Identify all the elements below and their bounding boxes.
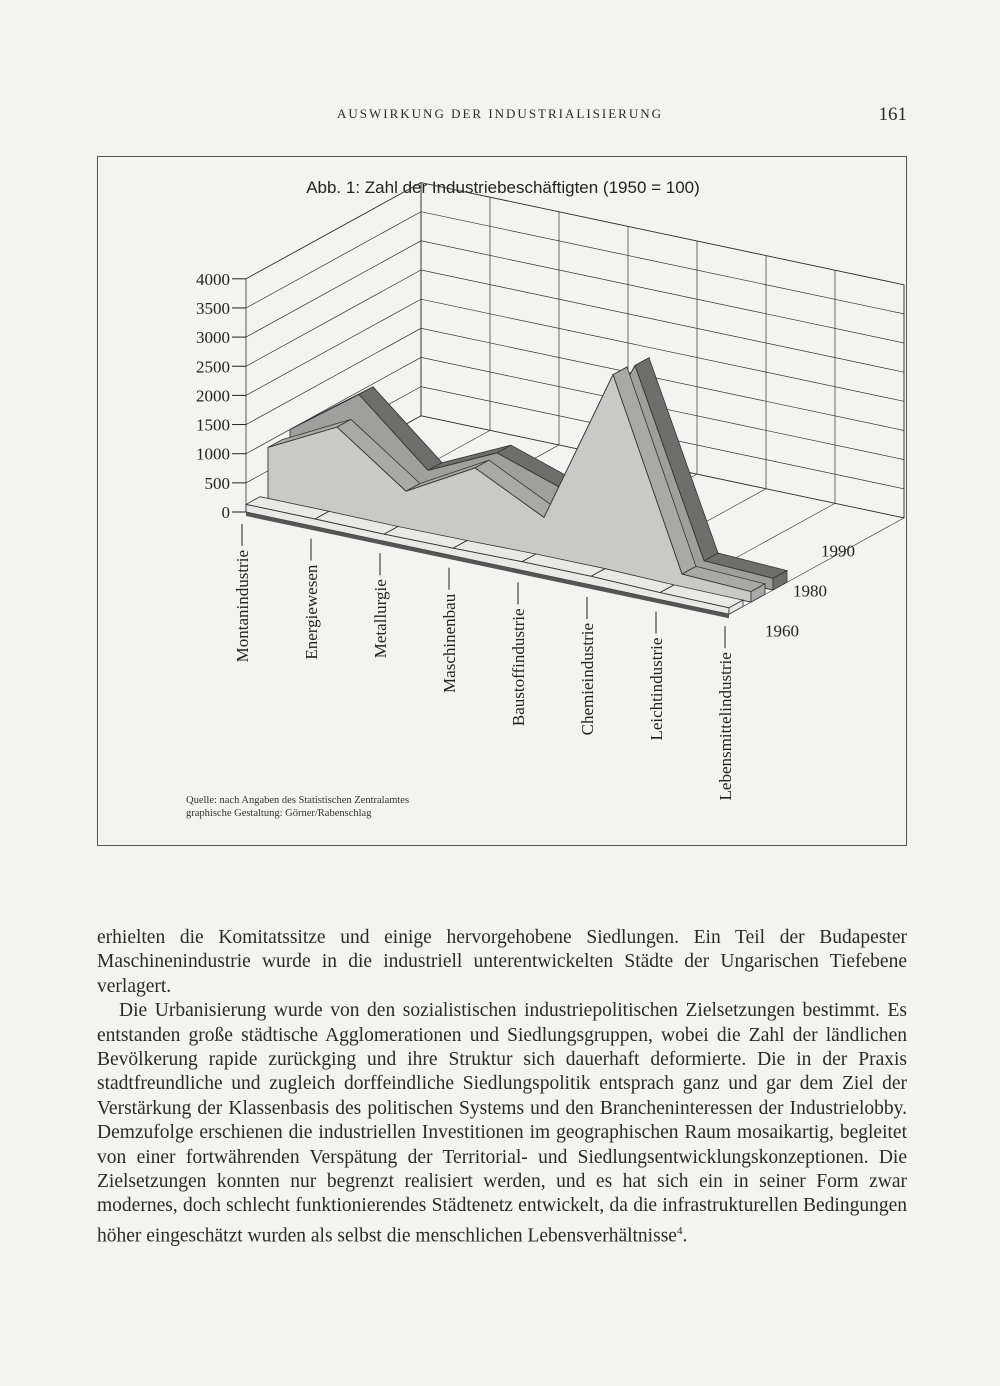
x-tick-label: Lebensmittelindustrie: [716, 652, 735, 801]
x-tick-label: Metallurgie: [371, 579, 390, 659]
gridline: [246, 241, 904, 343]
y-tick-label: 500: [204, 473, 230, 493]
series-depth-labels: [765, 541, 855, 640]
x-tick-label: Chemieindustrie: [578, 623, 597, 736]
running-head-title: AUSWIRKUNG DER INDUSTRIALISIERUNG: [337, 106, 663, 121]
y-tick-label: 3000: [196, 328, 230, 348]
y-tick-label: 1000: [196, 444, 230, 464]
y-axis: [196, 270, 246, 522]
source-line-2: graphische Gestaltung: Görner/Rabenschlag: [186, 808, 372, 819]
source-line-1: Quelle: nach Angaben des Statistischen Zentralamtes: [186, 795, 410, 806]
paragraph-2: [97, 999, 907, 1249]
paragraph-1: erhielten die Komitatssitze und einige hervorgehobene Siedlungen. Ein Teil der Budapester Maschinenindustrie wurde in die industriell unterentwickelten Städte der Ungarischen Tiefebene verlagert.: [97, 927, 907, 997]
x-tick-label: Maschinenbau: [440, 593, 459, 693]
series-label: 1960: [765, 621, 799, 641]
series-label: 1990: [821, 541, 855, 561]
x-tick-label: Baustoffindustrie: [509, 608, 528, 727]
paragraph-2-end: .: [682, 1225, 688, 1247]
y-tick-label: 1500: [196, 415, 230, 435]
figure-frame: [97, 156, 907, 846]
industry-employment-chart: [98, 157, 908, 847]
footnote-ref: 4: [676, 1224, 683, 1237]
paragraph-2-text: Die Urbanisierung wurde von den sozialistischen industriepolitischen Zielsetzungen bestimmt. Es entstanden große städtische Agglomerationen und Siedlungsgruppen, wobei die Zahl der ländlichen Bevölkerung rapide zurückging und ihre Struktur sich dauerhaft deformierte. Die in der Praxis stadtfreundliche und zugleich dorffeindliche Siedlungspolitik entsprach ganz und gar dem Ziel der Verstärkung der Klassenbasis des politischen Systems und den Brancheninteressen der Industrielobby. Demzufolge erschienen die industriellen Investitionen im geographischen Raum mosaikartig, begleitet von einer fortwährenden Verspätung der Territorial- und Siedlungsentwicklungskonzeptionen. Die Zielsetzungen konnten nur begrenzt realisiert werden, und es hat sich ein in seiner Form zwar modernes, doch schlecht funktionierendes Städtenetz entwickelt, da die infrastrukturellen Bedingungen höher eingeschätzt wurden als selbst die menschlichen Lebensverhältnisse: [97, 1000, 907, 1247]
gridline: [246, 299, 904, 401]
y-tick-label: 3500: [196, 298, 230, 318]
y-tick-label: 2000: [196, 386, 230, 406]
series-label: 1980: [793, 581, 827, 601]
gridline: [246, 183, 904, 285]
gridline: [246, 212, 904, 314]
x-tick-label: Leichtindustrie: [647, 637, 666, 741]
chart-title: Abb. 1: Zahl der Industriebeschäftigten (1950 = 100): [306, 178, 700, 197]
running-head: [0, 104, 1000, 128]
x-tick-label: Montanindustrie: [233, 550, 252, 663]
body-text: [97, 926, 907, 1249]
y-tick-label: 0: [221, 503, 230, 522]
page-number: 161: [878, 104, 907, 125]
y-tick-label: 2500: [196, 357, 230, 377]
y-tick-label: 4000: [196, 269, 230, 289]
gridline: [246, 270, 904, 372]
chart-series: [246, 358, 787, 618]
x-tick-label: Energiewesen: [302, 564, 321, 660]
